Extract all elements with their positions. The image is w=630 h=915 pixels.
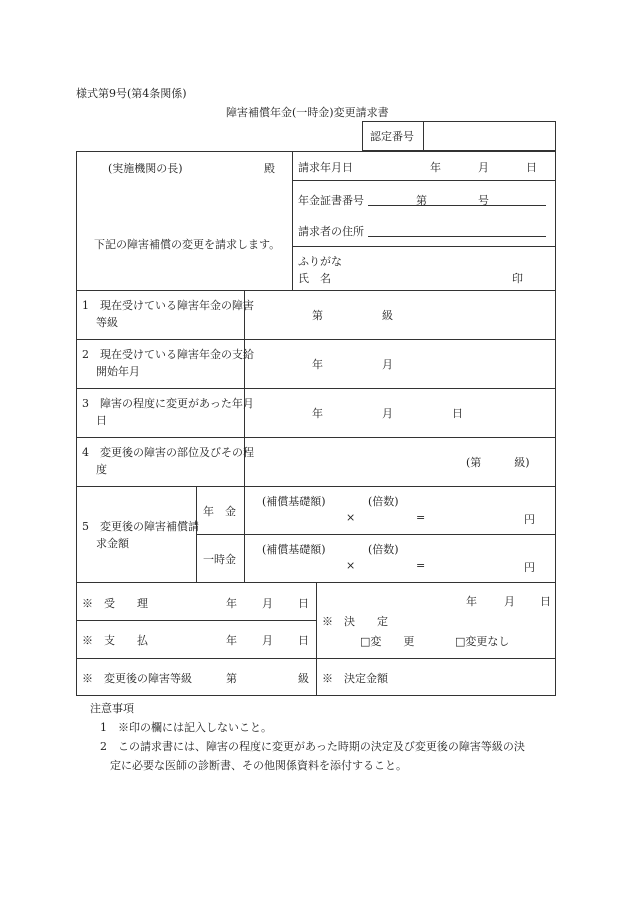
henko-checkbox[interactable]: □変 更 — [360, 635, 415, 648]
certificate-number-field[interactable] — [370, 188, 546, 206]
shiharai-label: ※ 支 払 — [82, 634, 148, 647]
name-field[interactable] — [350, 252, 500, 286]
form-number: 様式第9号(第4条関係) — [76, 87, 187, 100]
row3-field[interactable] — [248, 390, 554, 434]
row4-label: 4 変更後の障害の部位及びその程度 — [82, 446, 254, 476]
request-statement: 下記の障害補償の変更を請求します。 — [94, 238, 281, 251]
row1-field[interactable] — [248, 292, 554, 336]
honorific: 殿 — [264, 162, 275, 175]
seal-mark: 印 — [512, 272, 523, 285]
ichijikin-amount-field[interactable] — [248, 537, 554, 579]
henko-nashi-checkbox[interactable]: □変更なし — [455, 635, 510, 648]
row5-label: 5 変更後の障害補償請求金額 — [82, 520, 199, 550]
row1-label: 1 現在受けている障害年金の障害等級 — [82, 299, 254, 329]
nintei-number-field[interactable] — [430, 125, 550, 147]
nenkin-label: 年 金 — [203, 505, 236, 518]
note-1: 1 ※印の欄には記入しないこと。 — [100, 721, 272, 734]
address-label: 請求者の住所 — [298, 225, 364, 238]
certificate-number-label: 年金証書番号 — [298, 194, 364, 207]
kettei-amount-label: ※ 決定金額 — [322, 672, 388, 685]
row2-label: 2 現在受けている障害年金の支給開始年月 — [82, 348, 254, 378]
agency-head: (実施機関の長) — [108, 162, 183, 175]
row4-field[interactable] — [248, 439, 554, 483]
row2-field[interactable] — [248, 341, 554, 385]
form-title: 障害補償年金(一時金)変更請求書 — [226, 106, 389, 119]
furigana-label: ふりがな — [298, 255, 342, 268]
note-2-line1: 2 この請求書には、障害の程度に変更があった時期の決定及び変更後の障害等級の決 — [100, 740, 525, 753]
notes-heading: 注意事項 — [90, 702, 134, 715]
address-field[interactable] — [370, 219, 546, 237]
ichijikin-label: 一時金 — [203, 553, 236, 566]
nintei-label: 認定番号 — [370, 130, 414, 143]
new-grade-label: ※ 変更後の障害等級 — [82, 672, 192, 685]
note-2-line2: 定に必要な医師の診断書、その他関係資料を添付すること。 — [110, 759, 407, 772]
juri-label: ※ 受 理 — [82, 597, 148, 610]
name-label: 氏 名 — [298, 272, 331, 285]
kettei-label: ※ 決 定 — [322, 615, 388, 628]
row3-label: 3 障害の程度に変更があった年月日 — [82, 397, 254, 427]
nenkin-amount-field[interactable] — [248, 489, 554, 531]
request-date-label: 請求年月日 — [298, 161, 353, 174]
